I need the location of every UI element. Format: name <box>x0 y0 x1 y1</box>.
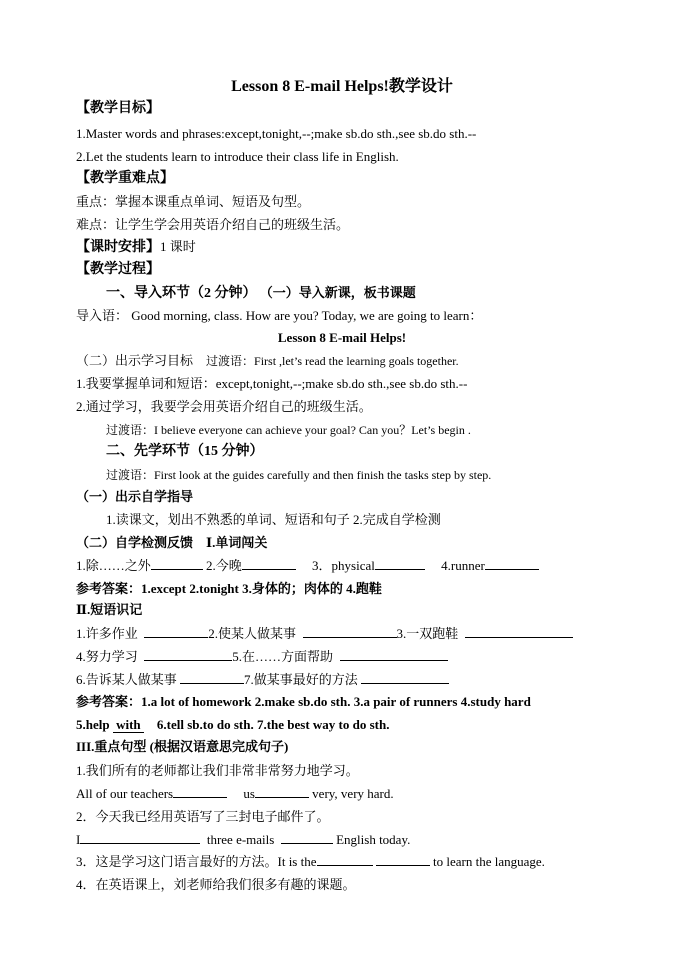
sentence-q2-part-a: I <box>76 832 81 847</box>
sentence-q1-part-b: us <box>243 786 255 801</box>
objectives-heading: 【教学目标】 <box>76 101 160 116</box>
check-part1: Ⅰ.单词闯关 <box>206 535 268 550</box>
section2-title: 二、先学环节（15 分钟） <box>106 444 264 459</box>
difficult-point: 难点：让学生学会用英语介绍自己的班级生活。 <box>76 217 350 232</box>
phrase-q6: 6.告诉某人做某事 <box>76 672 177 687</box>
section1-line <box>106 284 416 303</box>
check-line <box>76 534 267 552</box>
sentence-q1-part-a: All of our teachers <box>76 786 174 801</box>
sentence-q2-blanks <box>76 831 410 849</box>
answer-tell-best: 6.tell sb.to do sth. 7.the best way to do sth. <box>156 717 390 732</box>
document-title: Lesson 8 E-mail Helps!教学设计 <box>231 78 453 95</box>
goal-1: 1.我要掌握单词和短语：except,tonight,--;make sb.do sth.,see sb.do sth.-- <box>76 376 468 391</box>
self-guide-heading: （一）出示自学指导 <box>76 489 194 504</box>
schedule-heading: 【课时安排】 <box>76 240 160 255</box>
lead-in-text: 导入语： Good morning, class. How are you? Today, we are going to learn： <box>76 308 483 323</box>
goals-label: （二）出示学习目标 <box>76 353 194 368</box>
sentences-heading: III.重点句型 (根据汉语意思完成句子) <box>76 739 289 754</box>
key-point: 重点：掌握本课重点单词、短语及句型。 <box>76 194 311 209</box>
section2-transition: 过渡语：First look at the guides carefully and then finish the tasks step by step. <box>106 468 492 482</box>
goals-transition: 过渡语：First ,let’s read the learning goals together. <box>206 354 459 368</box>
phrases-row-2 <box>76 648 448 666</box>
phrase-q1: 1.许多作业 <box>76 626 138 641</box>
words-answer: 参考答案：1.except 2.tonight 3.身体的；肉体的 4.跑鞋 <box>76 581 382 596</box>
word-q1: 1.除……之外 <box>76 558 151 573</box>
goal-transition: 过渡语：I believe everyone can achieve your goal? Can you？Let’s begin . <box>106 423 471 437</box>
schedule-line <box>76 238 196 257</box>
answer-help: 5.help <box>76 717 110 732</box>
sentence-q4: 4．在英语课上，刘老师给我们很多有趣的课题。 <box>76 877 356 892</box>
word-q3: 3．physical <box>312 558 375 573</box>
process-heading: 【教学过程】 <box>76 262 160 277</box>
phrase-q4: 4.努力学习 <box>76 649 138 664</box>
check-label: （二）自学检测反馈 <box>76 535 194 550</box>
key-points-heading: 【教学重难点】 <box>76 171 174 186</box>
goal-2: 2.通过学习，我要学会用英语介绍自己的班级生活。 <box>76 399 372 414</box>
lesson-title: Lesson 8 E-mail Helps! <box>277 330 407 345</box>
section1-title: 一、导入环节（2 分钟） <box>106 286 257 301</box>
objective-item-1: 1.Master words and phrases:except,tonight,--;make sb.do sth.,see sb.do sth.-- <box>76 126 477 141</box>
phrase-q2: 2.使某人做某事 <box>208 626 297 641</box>
goals-line <box>76 352 459 370</box>
sentence-q2-part-c: English today. <box>336 832 411 847</box>
sentence-q2-part-b: three e-mails <box>206 832 275 847</box>
words-questions <box>76 557 539 575</box>
phrase-q5: 5.在……方面帮助 <box>232 649 334 664</box>
self-guide-tasks: 1.读课文，划出不熟悉的单词、短语和句子 2.完成自学检测 <box>106 512 441 527</box>
sentence-q1: 1.我们所有的老师都让我们非常非常努力地学习。 <box>76 763 359 778</box>
sentence-q3-part-b: to learn the language. <box>433 854 545 869</box>
phrases-answer-2 <box>76 716 389 734</box>
word-q2: 2.今晚 <box>206 558 242 573</box>
sentence-q1-blanks <box>76 785 394 803</box>
sentence-q1-part-c: very, very hard. <box>312 786 394 801</box>
sentence-q3 <box>76 853 545 871</box>
schedule-value: 1 课时 <box>160 239 196 254</box>
sentence-q3-part-a: 3．这是学习这门语言最好的方法。It is the <box>76 854 317 869</box>
phrases-row-1 <box>76 625 573 643</box>
phrase-q7: 7.做某事最好的方法 <box>244 672 358 687</box>
phrases-row-3 <box>76 671 449 689</box>
phrases-heading: Ⅱ.短语识记 <box>76 602 143 617</box>
answer-with: with <box>116 717 141 732</box>
section1-sub: （一）导入新课，板书课题 <box>259 285 416 300</box>
objective-item-2: 2.Let the students learn to introduce their class life in English. <box>76 149 399 164</box>
phrase-q3: 3.一双跑鞋 <box>396 626 459 641</box>
sentence-q2: 2．今天我已经用英语写了三封电子邮件了。 <box>76 809 330 824</box>
word-q4: 4.runner <box>441 558 485 573</box>
phrases-answer-1: 参考答案：1.a lot of homework 2.make sb.do sth. 3.a pair of runners 4.study hard <box>76 694 531 709</box>
